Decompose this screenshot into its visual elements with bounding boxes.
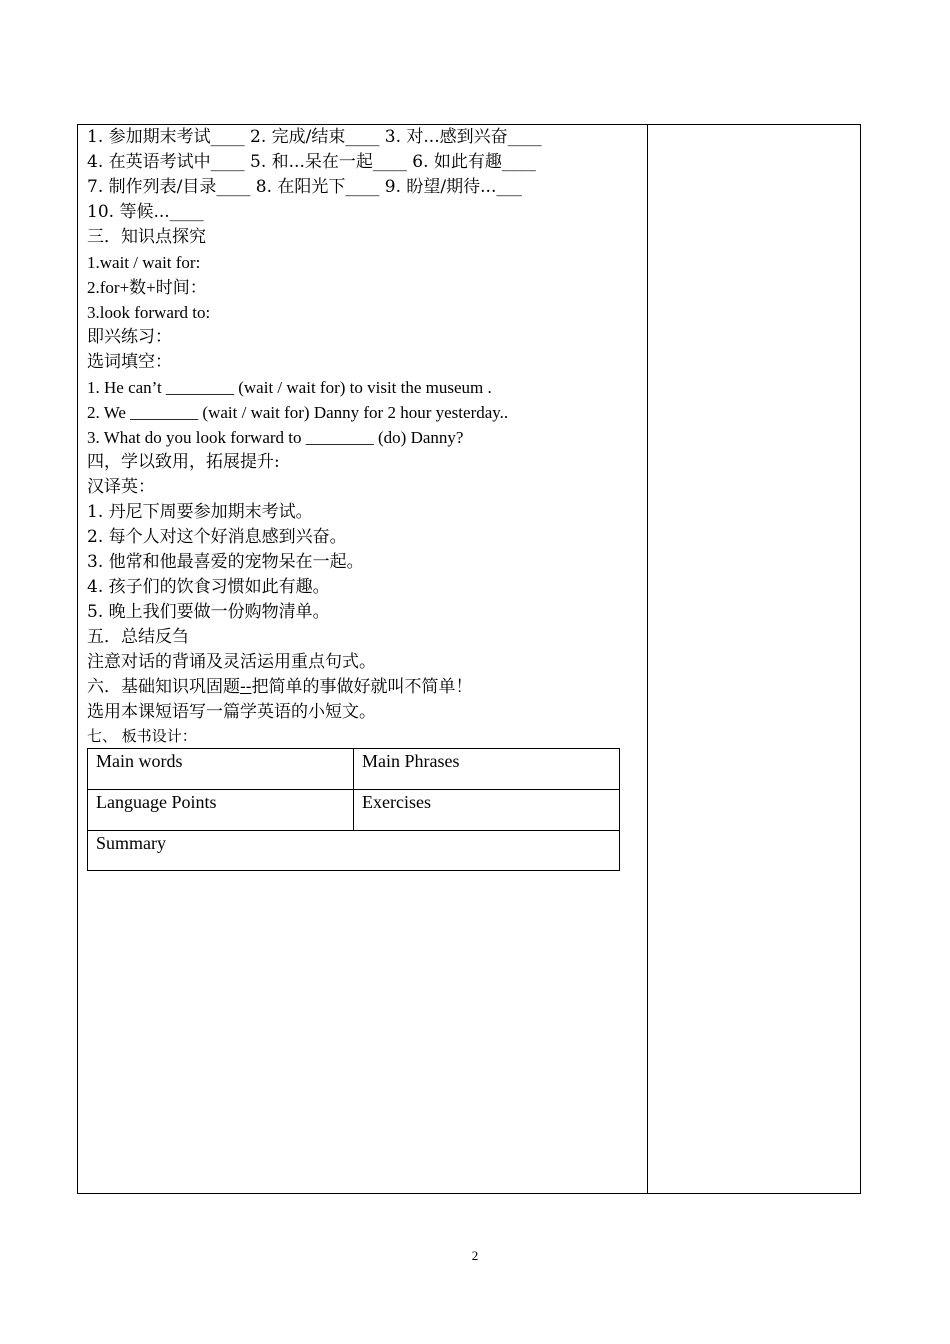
fill-item-1: 1. He can’t ________ (wait / wait for) to visit the museum . [87, 378, 492, 397]
point-3: 3.look forward to: [87, 303, 211, 322]
board-exercises: Exercises [362, 792, 431, 812]
section-3-heading: 三．知识点探究 [87, 227, 206, 247]
board-language-points: Language Points [96, 792, 217, 812]
section-6-dash: -- [240, 677, 252, 697]
board-main-phrases: Main Phrases [362, 751, 460, 771]
translate-item-5: 5. 晚上我们要做一份购物清单。 [87, 602, 330, 622]
board-design-table [87, 748, 620, 871]
section-4-heading: 四，学以致用，拓展提升: [87, 452, 280, 472]
essay-task: 选用本课短语写一篇学英语的小短文。 [87, 702, 376, 722]
section-6-heading [87, 675, 642, 700]
board-summary: Summary [96, 833, 166, 853]
lesson-table [77, 124, 861, 1194]
summary-note: 注意对话的背诵及灵活运用重点句式。 [87, 652, 376, 672]
fill-item-2: 2. We ________ (wait / wait for) Danny for 2 hour yesterday.. [87, 403, 509, 422]
section-6-motto: 把简单的事做好就叫不简单！ [251, 677, 473, 697]
vocab-line-2: 4. 在英语考试中____ 5. 和...呆在一起____ 6. 如此有趣____ [87, 152, 536, 172]
section-7-heading: 七、 板书设计： [87, 727, 197, 745]
fill-item-3: 3. What do you look forward to ________ (do) Danny? [87, 428, 464, 447]
translate-item-1: 1. 丹尼下周要参加期末考试。 [87, 502, 313, 522]
board-main-words: Main words [96, 751, 183, 771]
point-1: 1.wait / wait for: [87, 253, 201, 272]
practice-label: 即兴练习： [87, 327, 172, 347]
fill-label: 选词填空： [87, 352, 172, 372]
column-divider [647, 125, 648, 1193]
page-number: 2 [471, 1248, 479, 1263]
point-2: 2.for+数+时间： [87, 278, 207, 297]
vocab-line-3: 7. 制作列表/目录____ 8. 在阳光下____ 9. 盼望/期待...___ [87, 177, 522, 197]
left-column [87, 125, 642, 748]
translate-item-3: 3. 他常和他最喜爱的宠物呆在一起。 [87, 552, 364, 572]
section-5-heading: 五．总结反刍 [87, 627, 189, 647]
translate-item-4: 4. 孩子们的饮食习惯如此有趣。 [87, 577, 330, 597]
section-6-title: 六．基础知识巩固题 [87, 677, 240, 697]
translate-label: 汉译英： [87, 477, 155, 497]
translate-item-2: 2. 每个人对这个好消息感到兴奋。 [87, 527, 347, 547]
vocab-line-4: 10. 等候...____ [87, 202, 204, 222]
vocab-line-1: 1. 参加期末考试____ 2. 完成/结束____ 3. 对...感到兴奋____ [87, 127, 542, 147]
